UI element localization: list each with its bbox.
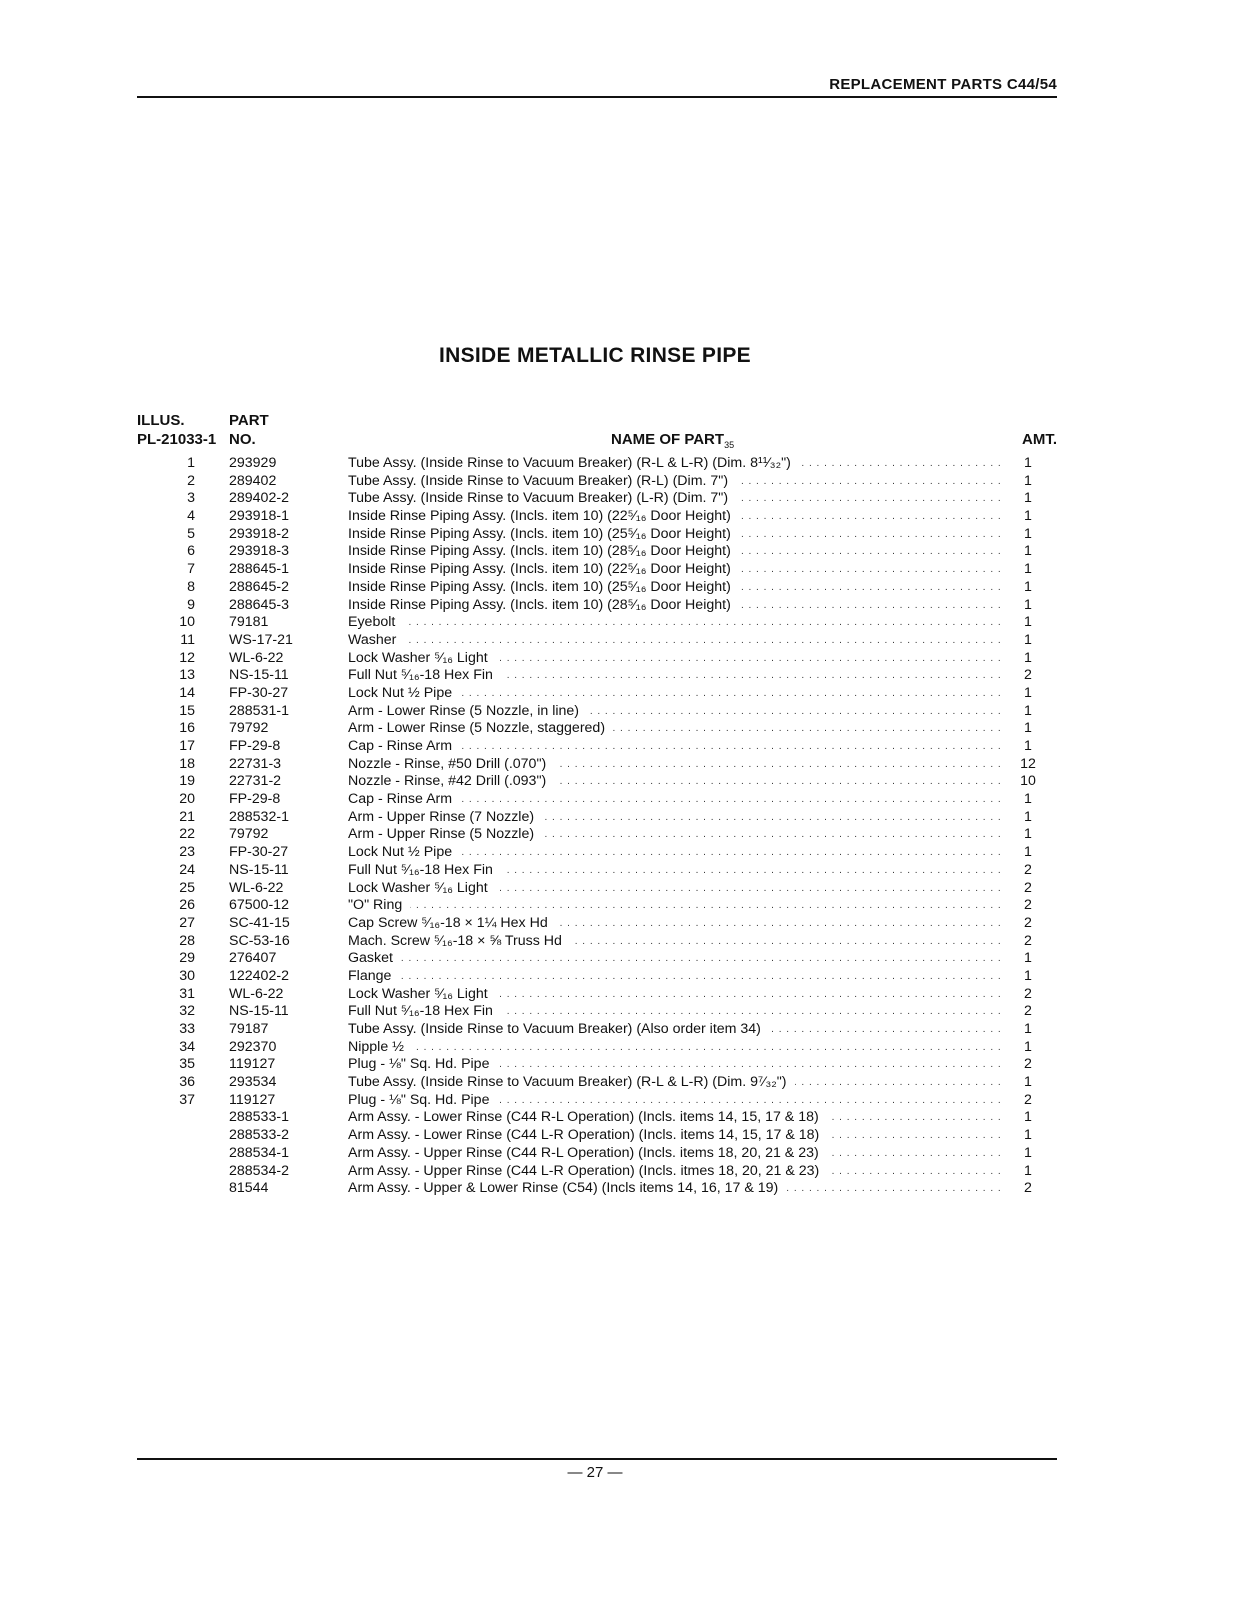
part-name	[348, 685, 1006, 703]
table-row	[137, 986, 1057, 1004]
amount: 1	[1024, 808, 1032, 825]
amount: 2	[1024, 932, 1032, 949]
illus-number: 7	[187, 561, 195, 578]
illus-number: 12	[179, 649, 195, 666]
table-row	[137, 720, 1057, 738]
illus-number: 26	[179, 897, 195, 914]
amount: 1	[1024, 490, 1032, 507]
part-name-text: Inside Rinse Piping Assy. (Incls. item 10) (25⁵⁄₁₆ Door Height)	[348, 579, 739, 595]
part-name	[348, 1021, 1006, 1039]
illus-number: 27	[179, 914, 195, 931]
part-name-text: Plug - ⅛" Sq. Hd. Pipe	[348, 1092, 497, 1108]
part-name-text: Full Nut ⁵⁄₁₆-18 Hex Fin	[348, 667, 501, 683]
illus-number: 8	[187, 578, 195, 595]
table-row	[137, 933, 1057, 951]
amount: 1	[1024, 791, 1032, 808]
amount: 1	[1024, 1127, 1032, 1144]
part-name-text: Flange	[348, 968, 399, 984]
illus-number: 14	[179, 684, 195, 701]
table-row	[137, 473, 1057, 491]
amount: 1	[1024, 684, 1032, 701]
section-title: INSIDE METALLIC RINSE PIPE	[439, 344, 751, 367]
part-number: 293929	[229, 455, 277, 471]
amount: 1	[1024, 1162, 1032, 1179]
amount: 2	[1024, 879, 1032, 896]
header-divider	[137, 96, 1057, 98]
table-row	[137, 579, 1057, 597]
part-name	[348, 703, 1006, 721]
part-name	[348, 968, 1006, 986]
table-row	[137, 809, 1057, 827]
table-row	[137, 1074, 1057, 1092]
part-name-text: Lock Washer ⁵⁄₁₆ Light	[348, 986, 496, 1002]
part-name	[348, 950, 1006, 968]
table-row	[137, 1145, 1057, 1163]
part-name-text: Mach. Screw ⁵⁄₁₆-18 × ⅝ Truss Hd	[348, 933, 570, 949]
table-row	[137, 561, 1057, 579]
part-number: 288645-3	[229, 596, 289, 613]
table-row	[137, 703, 1057, 721]
page-header-title: REPLACEMENT PARTS C44/54	[829, 76, 1057, 93]
part-number: 288534-1	[229, 1144, 289, 1161]
part-name	[348, 508, 1006, 526]
part-name	[348, 1092, 1006, 1110]
table-row	[137, 1039, 1057, 1057]
part-name	[348, 455, 1006, 473]
parts-table-body	[137, 455, 1057, 1198]
part-name-text: Tube Assy. (Inside Rinse to Vacuum Breaker) (R-L) (Dim. 7")	[348, 473, 736, 489]
illus-header-line2: PL-21033-1	[137, 431, 217, 448]
part-name-text: Arm - Lower Rinse (5 Nozzle, in line)	[348, 703, 587, 719]
part-number: 276407	[229, 950, 277, 967]
illus-number: 35	[179, 1056, 195, 1073]
amount: 1	[1024, 596, 1032, 613]
part-number: 119127	[229, 1091, 276, 1108]
illus-number: 9	[187, 596, 195, 613]
part-name-text: Arm - Lower Rinse (5 Nozzle, staggered)	[348, 720, 613, 736]
part-name-text: Arm Assy. - Upper Rinse (C44 R-L Operation) (Incls. items 18, 20, 21 & 23)	[348, 1145, 827, 1161]
part-number: 79792	[229, 826, 269, 843]
amount: 1	[1024, 1144, 1032, 1161]
part-name	[348, 1180, 1006, 1198]
illus-number: 33	[179, 1021, 195, 1037]
part-name	[348, 650, 1006, 668]
name-header-suffix: 35	[724, 440, 735, 450]
part-number: SC-53-16	[229, 932, 290, 949]
part-header-line1: PART	[229, 412, 269, 429]
part-name-text: Arm - Upper Rinse (7 Nozzle)	[348, 809, 542, 825]
part-number: 288645-2	[229, 578, 289, 595]
amount: 2	[1024, 1180, 1032, 1197]
amt-header: AMT.	[1022, 431, 1057, 448]
part-name	[348, 986, 1006, 1004]
part-number: 22731-3	[229, 755, 282, 772]
part-name-text: Cap Screw ⁵⁄₁₆-18 × 1¼ Hex Hd	[348, 915, 556, 931]
part-name	[348, 1003, 1006, 1021]
illus-number: 31	[179, 985, 195, 1002]
part-name	[348, 862, 1006, 880]
name-header	[611, 431, 734, 450]
illus-number: 19	[179, 773, 195, 790]
part-name	[348, 1039, 1006, 1057]
part-name	[348, 897, 1006, 915]
part-number: 293918-3	[229, 543, 289, 560]
amount: 2	[1024, 985, 1032, 1002]
amount: 2	[1024, 861, 1032, 878]
part-number: 288534-2	[229, 1162, 289, 1179]
part-name-text: Washer	[348, 632, 404, 648]
part-name-text: Lock Washer ⁵⁄₁₆ Light	[348, 880, 496, 896]
part-number: FP-29-8	[229, 738, 281, 754]
amount: 1	[1024, 720, 1032, 737]
amount: 1	[1024, 455, 1032, 471]
table-row	[137, 455, 1057, 473]
part-number: 293918-1	[229, 508, 289, 525]
part-header-line2: NO.	[229, 431, 256, 448]
part-name-text: Cap - Rinse Arm	[348, 738, 460, 754]
illus-number: 29	[179, 950, 195, 967]
illus-number: 13	[179, 667, 195, 684]
part-name	[348, 1127, 1006, 1145]
amount: 2	[1024, 914, 1032, 931]
amount: 1	[1024, 561, 1032, 578]
part-name	[348, 490, 1006, 508]
part-number: WL-6-22	[229, 649, 284, 666]
amount: 1	[1024, 1021, 1032, 1037]
illus-number: 18	[179, 755, 195, 772]
table-row	[137, 968, 1057, 986]
part-name-text: Inside Rinse Piping Assy. (Incls. item 10) (28⁵⁄₁₆ Door Height)	[348, 543, 739, 559]
part-number: NS-15-11	[229, 1003, 289, 1020]
part-number: 79181	[229, 614, 269, 631]
part-name-text: Arm Assy. - Upper Rinse (C44 L-R Operation) (Incls. itmes 18, 20, 21 & 23)	[348, 1163, 827, 1179]
part-name	[348, 597, 1006, 615]
part-name-text: Lock Nut ½ Pipe	[348, 685, 460, 701]
part-name	[348, 844, 1006, 862]
illus-number: 5	[187, 525, 195, 542]
part-name-text: Nipple ½	[348, 1039, 412, 1055]
illus-number: 15	[179, 702, 195, 719]
illus-number: 16	[179, 720, 195, 737]
name-header-label: NAME OF PART	[611, 431, 725, 448]
part-number: WS-17-21	[229, 631, 293, 648]
table-row	[137, 1003, 1057, 1021]
part-name	[348, 826, 1006, 844]
table-row	[137, 1163, 1057, 1181]
part-name-text: Nozzle - Rinse, #50 Drill (.070")	[348, 756, 554, 772]
part-number: FP-29-8	[229, 791, 281, 808]
table-row	[137, 1109, 1057, 1127]
illus-number: 4	[187, 508, 195, 525]
table-row	[137, 897, 1057, 915]
part-number: 119127	[229, 1056, 276, 1073]
table-row	[137, 667, 1057, 685]
part-number: 22731-2	[229, 773, 282, 790]
amount: 1	[1024, 578, 1032, 595]
illus-number: 21	[179, 808, 195, 825]
amount: 1	[1024, 614, 1032, 631]
amount: 1	[1024, 525, 1032, 542]
table-row	[137, 826, 1057, 844]
part-number: 79792	[229, 720, 269, 737]
part-number: 79187	[229, 1021, 269, 1037]
illus-number: 20	[179, 791, 195, 808]
part-name-text: Lock Nut ½ Pipe	[348, 844, 460, 860]
illus-number: 11	[180, 631, 195, 648]
part-name	[348, 614, 1006, 632]
table-row	[137, 773, 1057, 791]
illus-number: 2	[187, 472, 195, 489]
part-name-text: Arm - Upper Rinse (5 Nozzle)	[348, 826, 542, 842]
part-name-text: Full Nut ⁵⁄₁₆-18 Hex Fin	[348, 1003, 501, 1019]
part-name	[348, 561, 1006, 579]
part-name	[348, 543, 1006, 561]
part-number: 288533-2	[229, 1127, 289, 1144]
part-name-text: Tube Assy. (Inside Rinse to Vacuum Breaker) (Also order item 34)	[348, 1021, 769, 1037]
table-row	[137, 1127, 1057, 1145]
part-number: 67500-12	[229, 897, 289, 914]
amount: 1	[1024, 631, 1032, 648]
part-number: FP-30-27	[229, 684, 289, 701]
table-row	[137, 738, 1057, 756]
table-row	[137, 1180, 1057, 1198]
footer-divider	[137, 1458, 1057, 1460]
amount: 1	[1024, 826, 1032, 843]
part-name-text: Tube Assy. (Inside Rinse to Vacuum Breaker) (R-L & L-R) (Dim. 9⁷⁄₃₂")	[348, 1074, 795, 1090]
amount: 1	[1024, 543, 1032, 560]
part-name	[348, 1163, 1006, 1181]
part-name	[348, 1074, 1006, 1092]
part-name-text: Inside Rinse Piping Assy. (Incls. item 10) (22⁵⁄₁₆ Door Height)	[348, 508, 739, 524]
part-name	[348, 632, 1006, 650]
part-number: FP-30-27	[229, 844, 289, 861]
part-name-text: Lock Washer ⁵⁄₁₆ Light	[348, 650, 496, 666]
amount: 2	[1024, 1003, 1032, 1020]
part-name	[348, 667, 1006, 685]
part-name	[348, 579, 1006, 597]
part-number: 288533-1	[229, 1109, 289, 1126]
part-name-text: Inside Rinse Piping Assy. (Incls. item 10) (28⁵⁄₁₆ Door Height)	[348, 597, 739, 613]
table-row	[137, 632, 1057, 650]
amount: 12	[1020, 755, 1036, 772]
table-row	[137, 526, 1057, 544]
amount: 10	[1020, 773, 1036, 790]
table-row	[137, 862, 1057, 880]
part-name	[348, 1145, 1006, 1163]
illus-number: 25	[179, 879, 195, 896]
part-name-text: Arm Assy. - Upper & Lower Rinse (C54) (Incls items 14, 16, 17 & 19)	[348, 1180, 786, 1196]
part-name	[348, 915, 1006, 933]
part-number: 289402-2	[229, 490, 289, 507]
part-number: SC-41-15	[229, 914, 290, 931]
part-name	[348, 809, 1006, 827]
amount: 1	[1024, 508, 1032, 525]
illus-number: 10	[179, 614, 195, 631]
amount: 1	[1024, 1074, 1032, 1091]
table-row	[137, 880, 1057, 898]
table-row	[137, 756, 1057, 774]
part-name-text: Tube Assy. (Inside Rinse to Vacuum Breaker) (L-R) (Dim. 7")	[348, 490, 736, 506]
illus-number: 3	[187, 490, 195, 507]
part-name-text: Arm Assy. - Lower Rinse (C44 L-R Operation) (Incls. items 14, 15, 17 & 18)	[348, 1127, 827, 1143]
table-row	[137, 614, 1057, 632]
table-row	[137, 1056, 1057, 1074]
table-row	[137, 844, 1057, 862]
table-row	[137, 490, 1057, 508]
illus-number: 22	[179, 826, 195, 843]
table-row	[137, 650, 1057, 668]
part-name-text: Tube Assy. (Inside Rinse to Vacuum Breaker) (R-L & L-R) (Dim. 8¹¹⁄₃₂")	[348, 455, 799, 471]
part-name	[348, 1056, 1006, 1074]
part-number: NS-15-11	[229, 667, 289, 684]
amount: 2	[1024, 667, 1032, 684]
part-name	[348, 791, 1006, 809]
amount: 2	[1024, 1056, 1032, 1073]
amount: 1	[1024, 844, 1032, 861]
part-name-text: Plug - ⅛" Sq. Hd. Pipe	[348, 1056, 497, 1072]
part-name-text: Inside Rinse Piping Assy. (Incls. item 10) (22⁵⁄₁₆ Door Height)	[348, 561, 739, 577]
page-number: — 27 —	[567, 1464, 623, 1481]
part-number: 293534	[229, 1074, 277, 1091]
amount: 1	[1024, 472, 1032, 489]
part-name	[348, 720, 1006, 738]
amount: 1	[1024, 950, 1032, 967]
part-name	[348, 880, 1006, 898]
illus-number: 32	[179, 1003, 195, 1020]
amount: 2	[1024, 1091, 1032, 1108]
table-row	[137, 685, 1057, 703]
part-name	[348, 738, 1006, 756]
illus-number: 6	[187, 543, 195, 560]
part-name-text: Arm Assy. - Lower Rinse (C44 R-L Operation) (Incls. items 14, 15, 17 & 18)	[348, 1109, 827, 1125]
table-row	[137, 1021, 1057, 1039]
part-name-text: Eyebolt	[348, 614, 403, 630]
part-name-text: "O" Ring	[348, 897, 410, 913]
part-name	[348, 526, 1006, 544]
amount: 1	[1024, 967, 1032, 984]
part-name	[348, 773, 1006, 791]
part-number: NS-15-11	[229, 861, 289, 878]
table-row	[137, 1092, 1057, 1110]
part-number: 81544	[229, 1180, 269, 1197]
part-name	[348, 1109, 1006, 1127]
table-row	[137, 508, 1057, 526]
part-number: 288645-1	[229, 561, 289, 578]
part-number: 293918-2	[229, 525, 289, 542]
part-number: 292370	[229, 1038, 277, 1055]
table-row	[137, 950, 1057, 968]
part-name	[348, 933, 1006, 951]
part-name-text: Full Nut ⁵⁄₁₆-18 Hex Fin	[348, 862, 501, 878]
illus-number: 37	[179, 1091, 195, 1108]
part-number: 288532-1	[229, 808, 289, 825]
illus-number: 17	[179, 738, 195, 754]
amount: 1	[1024, 1109, 1032, 1126]
part-number: WL-6-22	[229, 879, 284, 896]
amount: 1	[1024, 738, 1032, 754]
part-number: 122402-2	[229, 967, 289, 984]
part-name	[348, 756, 1006, 774]
illus-number: 23	[179, 844, 195, 861]
illus-number: 30	[179, 967, 195, 984]
parts-table-header	[137, 412, 1057, 452]
part-number: 288531-1	[229, 702, 289, 719]
table-row	[137, 597, 1057, 615]
part-number: 289402	[229, 472, 277, 489]
part-name-text: Inside Rinse Piping Assy. (Incls. item 10) (25⁵⁄₁₆ Door Height)	[348, 526, 739, 542]
part-name-text: Cap - Rinse Arm	[348, 791, 460, 807]
part-name-text: Gasket	[348, 950, 401, 966]
illus-number: 28	[179, 932, 195, 949]
table-row	[137, 915, 1057, 933]
illus-number: 1	[187, 455, 195, 471]
amount: 1	[1024, 702, 1032, 719]
part-name	[348, 473, 1006, 491]
amount: 1	[1024, 649, 1032, 666]
illus-header-line1: ILLUS.	[137, 412, 185, 429]
amount: 1	[1024, 1038, 1032, 1055]
amount: 2	[1024, 897, 1032, 914]
illus-number: 24	[179, 861, 195, 878]
part-name-text: Nozzle - Rinse, #42 Drill (.093")	[348, 773, 554, 789]
illus-number: 36	[179, 1074, 195, 1091]
table-row	[137, 543, 1057, 561]
part-number: WL-6-22	[229, 985, 284, 1002]
table-row	[137, 791, 1057, 809]
illus-number: 34	[179, 1038, 195, 1055]
